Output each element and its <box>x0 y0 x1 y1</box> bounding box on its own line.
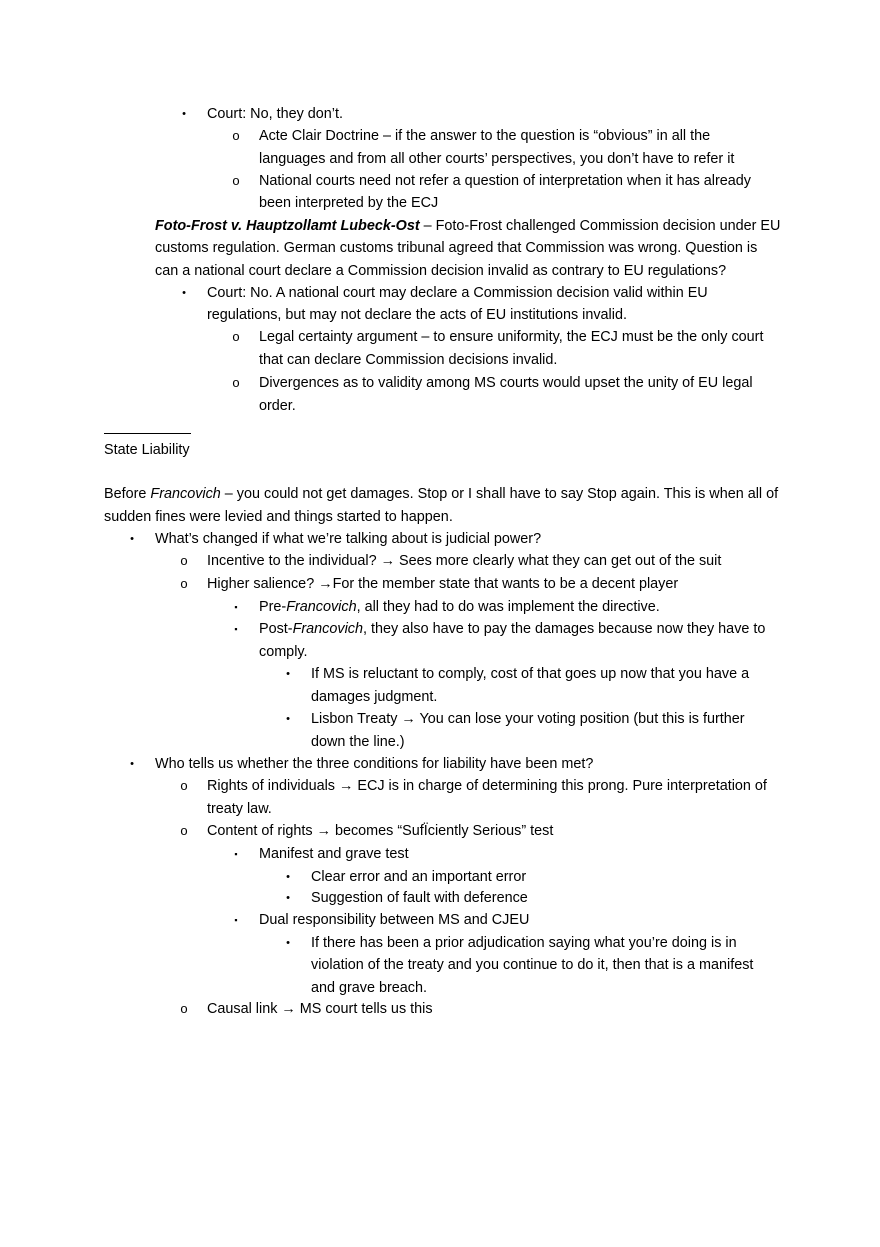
list-item-manifest-grave: Manifest and grave test <box>259 846 409 862</box>
bullet-square-icon: ▪ <box>234 915 238 925</box>
bullet-square-icon: ▪ <box>234 849 238 859</box>
bullet-circle-icon: o <box>232 173 240 188</box>
list-item-court-no: Court: No, they don’t. <box>207 106 343 122</box>
paragraph-foto-frost-line-2: customs regulation. German customs tribunal agreed that Commission was wrong. Question is <box>155 240 758 256</box>
case-name: Foto-Frost v. Hauptzollamt Lubeck-Ost <box>155 218 420 234</box>
list-item-pre-francovich <box>259 596 660 618</box>
list-item-post-francovich <box>259 618 765 640</box>
list-item-prior-adjudication-cont-2: and grave breach. <box>311 980 428 996</box>
bullet-disc-icon: • <box>130 758 134 770</box>
list-item-divergences: Divergences as to validity among MS courts would upset the unity of EU legal <box>259 375 753 391</box>
list-item-lisbon-treaty-cont: down the line.) <box>311 734 405 750</box>
italic-run: Francovich <box>150 486 221 502</box>
paragraph-before-francovich-line-2: sudden fines were levied and things started to happen. <box>104 509 453 525</box>
italic-run: Francovich <box>286 599 357 615</box>
list-item-prior-adjudication-cont: violation of the treaty and you continue to do it, then that is a manifest <box>311 957 754 973</box>
list-item-prior-adjudication: If there has been a prior adjudication saying what you’re doing is in <box>311 935 737 951</box>
text-run: , all they had to do was implement the directive. <box>356 599 660 615</box>
paragraph-before-francovich <box>104 483 778 505</box>
bullet-circle-icon: o <box>180 823 188 838</box>
text-run: , they also have to pay the damages because now they have to <box>362 621 766 637</box>
section-divider <box>104 433 191 434</box>
list-item-lisbon-treaty: Lisbon Treaty → You can lose your voting position (but this is further <box>311 711 745 727</box>
bullet-circle-icon: o <box>232 329 240 344</box>
list-item-causal-link: Causal link → MS court tells us this <box>207 1001 433 1017</box>
list-item-ms-reluctant: If MS is reluctant to comply, cost of that goes up now that you have a <box>311 666 750 682</box>
bullet-circle-icon: o <box>180 1001 188 1016</box>
list-item-acte-clair: Acte Clair Doctrine – if the answer to the question is “obvious” in all the <box>259 128 711 144</box>
paragraph-foto-frost-line-3: can a national court declare a Commission decision invalid as contrary to EU regulations? <box>155 263 727 279</box>
list-item-court-national-cont: regulations, but may not declare the acts of EU institutions invalid. <box>207 307 627 323</box>
bullet-square-icon: ▪ <box>234 624 238 634</box>
list-item-post-francovich-cont: comply. <box>259 644 308 660</box>
bullet-circle-icon: o <box>180 778 188 793</box>
list-item-divergences-cont: order. <box>259 398 296 414</box>
paragraph-foto-frost-text: – Foto-Frost challenged Commission decision under EU <box>419 218 781 234</box>
list-item-suggestion-fault: Suggestion of fault with deference <box>311 890 528 906</box>
italic-run: Francovich <box>292 621 363 637</box>
text-run: Post- <box>259 621 293 637</box>
list-item-incentive: Incentive to the individual? → Sees more clearly what they can get out of the suit <box>207 553 722 569</box>
bullet-circle-icon: o <box>180 576 188 591</box>
bullet-disc-icon: • <box>130 533 134 545</box>
bullet-disc-icon: • <box>286 871 290 883</box>
list-item-ms-reluctant-cont: damages judgment. <box>311 689 438 705</box>
list-item-who-tells-us: Who tells us whether the three conditions for liability have been met? <box>155 756 594 772</box>
list-item-need-not-refer-cont: been interpreted by the ECJ <box>259 195 439 211</box>
list-item-whats-changed: What’s changed if what we’re talking about is judicial power? <box>155 531 542 547</box>
list-item-higher-salience: Higher salience? →For the member state that wants to be a decent player <box>207 576 679 592</box>
list-item-need-not-refer: National courts need not refer a question of interpretation when it has already <box>259 173 751 189</box>
paragraph-foto-frost <box>155 215 780 237</box>
list-item-acte-clair-cont: languages and from all other courts’ perspectives, you don’t have to refer it <box>259 151 735 167</box>
bullet-disc-icon: • <box>286 937 290 949</box>
text-run: Before <box>104 486 151 502</box>
section-heading-state-liability: State Liability <box>104 442 190 458</box>
bullet-disc-icon: • <box>182 287 186 299</box>
bullet-disc-icon: • <box>286 713 290 725</box>
bullet-circle-icon: o <box>232 375 240 390</box>
list-item-rights-of-individuals-cont: treaty law. <box>207 801 272 817</box>
text-run: – you could not get damages. Stop or I shall have to say Stop again. This is when all of <box>220 486 779 502</box>
list-item-legal-certainty-cont: that can declare Commission decisions invalid. <box>259 352 558 368</box>
list-item-court-national: Court: No. A national court may declare a Commission decision valid within EU <box>207 285 708 301</box>
bullet-disc-icon: • <box>286 892 290 904</box>
text-run: Pre- <box>259 599 287 615</box>
bullet-square-icon: ▪ <box>234 602 238 612</box>
list-item-content-of-rights: Content of rights → becomes “SufÏciently Serious” test <box>207 823 554 839</box>
list-item-legal-certainty: Legal certainty argument – to ensure uniformity, the ECJ must be the only court <box>259 329 764 345</box>
bullet-disc-icon: • <box>286 668 290 680</box>
bullet-circle-icon: o <box>180 553 188 568</box>
bullet-circle-icon: o <box>232 128 240 143</box>
list-item-dual-responsibility: Dual responsibility between MS and CJEU <box>259 912 530 928</box>
list-item-clear-error: Clear error and an important error <box>311 869 527 885</box>
list-item-rights-of-individuals: Rights of individuals → ECJ is in charge of determining this prong. Pure interpretation of <box>207 778 767 794</box>
bullet-disc-icon: • <box>182 108 186 120</box>
